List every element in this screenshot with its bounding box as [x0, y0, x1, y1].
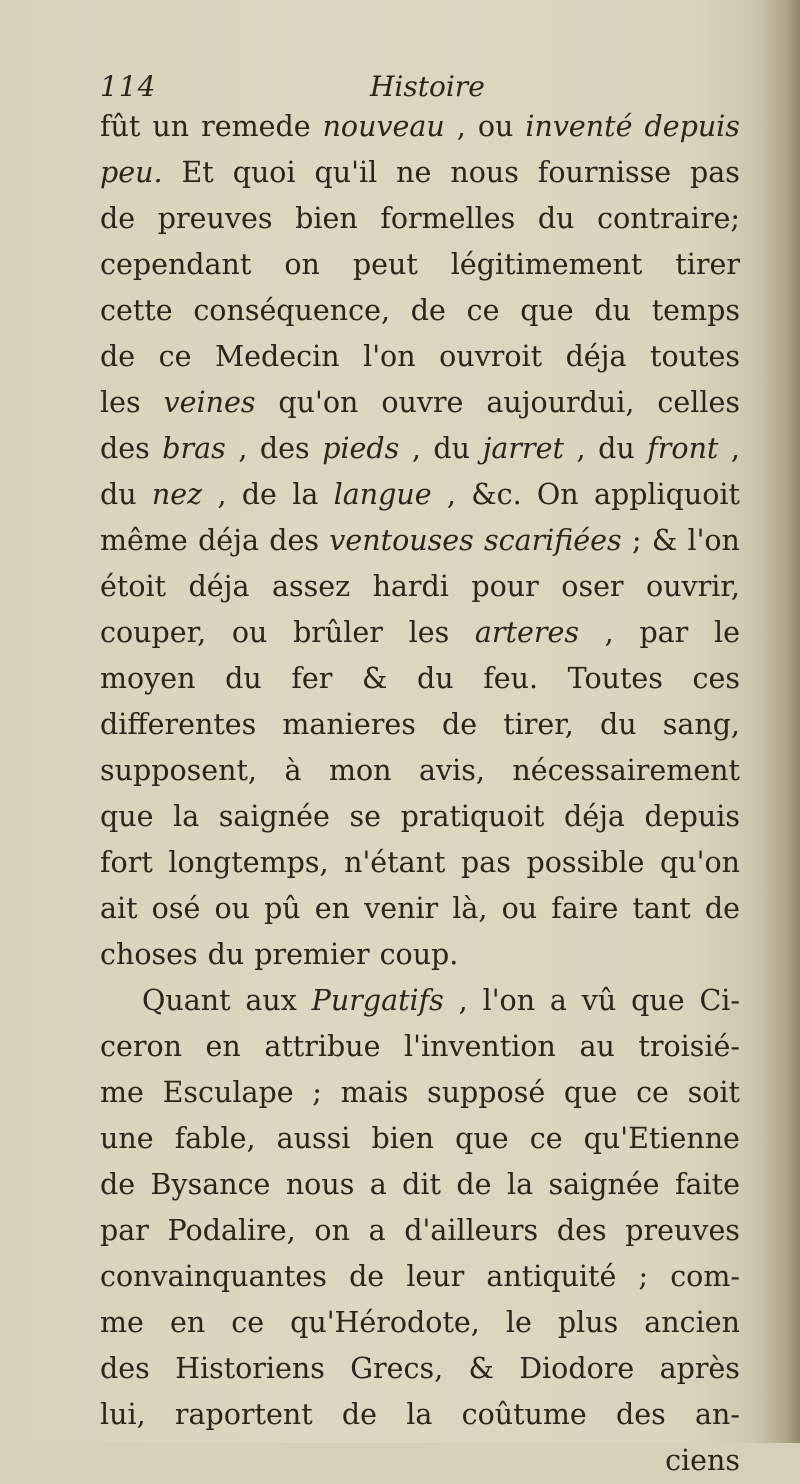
word: Et — [181, 156, 214, 189]
word: du — [594, 294, 631, 327]
word: pû — [264, 892, 301, 925]
text-line — [100, 150, 740, 196]
word: ou — [231, 616, 268, 649]
word: déja — [188, 570, 250, 603]
text-line — [100, 380, 740, 426]
italic-word: veines — [163, 386, 256, 419]
word: la — [506, 1168, 534, 1201]
word: couper, — [100, 616, 207, 649]
word: fable, — [174, 1122, 256, 1155]
word: brûler — [293, 616, 383, 649]
word: des — [616, 1398, 666, 1431]
word: en — [314, 892, 351, 925]
word: & — [468, 1352, 494, 1385]
word: un — [152, 110, 190, 143]
text-line — [100, 1300, 740, 1346]
word: du — [598, 432, 635, 465]
word: l'on — [687, 524, 740, 557]
word: ; — [631, 524, 642, 557]
text-line — [100, 104, 740, 150]
word: pas — [461, 846, 511, 879]
word: ciens — [665, 1444, 740, 1477]
word: aux — [245, 984, 297, 1017]
word: la — [173, 800, 200, 833]
word: Ci- — [699, 984, 740, 1017]
word: qu'Hérodote, — [290, 1306, 480, 1339]
word: qu'il — [314, 156, 378, 189]
word: Bysance — [150, 1168, 271, 1201]
word: ce — [466, 294, 500, 327]
text-line — [100, 242, 740, 288]
word: que — [563, 1076, 618, 1109]
italic-word: bras — [162, 432, 226, 465]
word: du — [537, 202, 575, 235]
word: par — [100, 1214, 149, 1247]
word: nous — [450, 156, 519, 189]
word: & — [651, 524, 678, 557]
word: dit — [402, 1168, 441, 1201]
word: fût — [100, 110, 141, 143]
italic-word: inventé — [525, 110, 633, 143]
text-line — [100, 1346, 740, 1392]
word: raportent — [174, 1398, 313, 1431]
word: , — [446, 478, 456, 511]
word: temps — [651, 294, 740, 327]
word: des — [269, 524, 320, 557]
word: oser — [561, 570, 624, 603]
word: avis, — [419, 754, 485, 787]
word: osé — [151, 892, 201, 925]
text-line — [100, 932, 740, 978]
italic-word: nez — [151, 478, 203, 511]
word: peut — [352, 248, 418, 281]
word: des — [100, 1352, 150, 1385]
word: differentes — [100, 708, 257, 741]
word: faite — [674, 1168, 740, 1201]
word: qu'on — [278, 386, 359, 419]
word: déja — [565, 340, 627, 373]
word: une — [100, 1122, 154, 1155]
word: on — [284, 248, 320, 281]
word: de — [410, 294, 446, 327]
word: ce — [158, 340, 192, 373]
text-line — [100, 1254, 740, 1300]
word: venir — [364, 892, 439, 925]
word: coûtume — [461, 1398, 587, 1431]
italic-word: depuis — [644, 110, 740, 143]
word: ouvrir, — [646, 570, 740, 603]
word: a — [369, 1168, 387, 1201]
word: com- — [670, 1260, 740, 1293]
text-line — [100, 1116, 740, 1162]
word: troisié- — [638, 1030, 740, 1063]
word: hardi — [372, 570, 449, 603]
word: tant — [632, 892, 691, 925]
text-line — [100, 334, 740, 380]
word: du — [416, 662, 454, 695]
word: ou — [214, 892, 250, 925]
word: an- — [695, 1398, 740, 1431]
word: nécessairement — [512, 754, 740, 787]
word: les — [408, 616, 450, 649]
word: depuis — [644, 800, 740, 833]
word: , — [411, 432, 421, 465]
text-line — [100, 1162, 740, 1208]
word: ; — [312, 1076, 322, 1109]
text-line — [100, 288, 740, 334]
text-line — [100, 978, 740, 1024]
word: , — [238, 432, 248, 465]
word: le — [714, 616, 740, 649]
italic-word: Purgatifs — [311, 984, 444, 1017]
word: là, — [452, 892, 488, 925]
word: du — [599, 708, 637, 741]
text-line — [100, 1208, 740, 1254]
word: après — [659, 1352, 740, 1385]
word: choses — [100, 938, 198, 971]
italic-word: ventouses — [329, 524, 474, 557]
running-title: Histoire — [370, 70, 485, 103]
text-line — [100, 1070, 740, 1116]
word: de — [100, 1168, 136, 1201]
word: remede — [201, 110, 311, 143]
word: mon — [328, 754, 392, 787]
page-gutter-shadow — [752, 0, 800, 1443]
word: mais — [340, 1076, 409, 1109]
word: de — [456, 1168, 492, 1201]
word: des — [100, 432, 150, 465]
word: Podalire, — [167, 1214, 296, 1247]
word: contraire; — [597, 202, 740, 235]
word: déja — [198, 524, 260, 557]
word: , — [604, 616, 614, 649]
text-line — [100, 840, 740, 886]
text-line — [100, 518, 740, 564]
word: convainquantes — [100, 1260, 327, 1293]
word: du — [225, 662, 262, 695]
word: en — [205, 1030, 241, 1063]
word: aussi — [276, 1122, 351, 1155]
word: du — [100, 478, 137, 511]
word: , — [217, 478, 227, 511]
word: plus — [557, 1306, 619, 1339]
text-line — [100, 1438, 740, 1484]
word: coup. — [379, 938, 459, 971]
word: fer — [291, 662, 333, 695]
word: que — [520, 294, 574, 327]
word: de — [341, 1398, 378, 1431]
word: ne — [396, 156, 432, 189]
word: la — [406, 1398, 433, 1431]
word: le — [505, 1306, 532, 1339]
word: quoi — [232, 156, 296, 189]
word: de — [349, 1260, 385, 1293]
word: a — [549, 984, 567, 1017]
word: ces — [692, 662, 740, 695]
word: ou — [501, 892, 538, 925]
word: Diodore — [519, 1352, 635, 1385]
word: qu'on — [660, 846, 740, 879]
word: preuves — [625, 1214, 740, 1247]
word: & — [362, 662, 388, 695]
word: toutes — [650, 340, 740, 373]
word: manieres — [282, 708, 416, 741]
word: Esculape — [162, 1076, 294, 1109]
word: ancien — [644, 1306, 740, 1339]
word: pas — [690, 156, 740, 189]
word: Toutes — [567, 662, 663, 695]
word: saignée — [218, 800, 330, 833]
word: leur — [406, 1260, 465, 1293]
text-line — [100, 656, 740, 702]
italic-word: peu. — [100, 156, 163, 189]
word: ceron — [100, 1030, 182, 1063]
italic-word: nouveau — [322, 110, 445, 143]
word: soit — [687, 1076, 740, 1109]
word: , — [456, 110, 466, 143]
word: , — [458, 984, 468, 1017]
word: nous — [285, 1168, 355, 1201]
word: étoit — [100, 570, 167, 603]
text-line — [100, 564, 740, 610]
italic-word: pieds — [322, 432, 400, 465]
word: par — [639, 616, 689, 649]
word: fournisse — [537, 156, 672, 189]
word: faire — [551, 892, 619, 925]
word: formelles — [380, 202, 516, 235]
word: l'invention — [404, 1030, 556, 1063]
word: du — [207, 938, 245, 971]
word: me — [100, 1306, 144, 1339]
word: du — [433, 432, 471, 465]
word: saignée — [548, 1168, 660, 1201]
word: , — [576, 432, 586, 465]
word: de — [441, 708, 478, 741]
text-line — [100, 426, 740, 472]
word: attribue — [264, 1030, 381, 1063]
body-text — [100, 104, 740, 1484]
word: assez — [271, 570, 351, 603]
word: appliquoit — [593, 478, 740, 511]
word: fort — [100, 846, 153, 879]
word: lui, — [100, 1398, 146, 1431]
word: l'on — [363, 340, 416, 373]
word: pour — [471, 570, 539, 603]
word: même — [100, 524, 188, 557]
word: la — [292, 478, 319, 511]
word: , — [730, 432, 740, 465]
word: ce — [636, 1076, 669, 1109]
italic-word: front — [647, 432, 719, 465]
word: que — [455, 1122, 509, 1155]
page-number: 114 — [100, 70, 157, 103]
word: ouvroit — [439, 340, 543, 373]
word: légitimement — [450, 248, 643, 281]
word: pratiquoit — [400, 800, 545, 833]
word: bien — [295, 202, 358, 235]
word: supposent, — [100, 754, 257, 787]
italic-word: langue — [333, 478, 432, 511]
word: ; — [638, 1260, 649, 1293]
word: les — [100, 386, 141, 419]
word: premier — [254, 938, 370, 971]
word: des — [556, 1214, 607, 1247]
word: possible — [526, 846, 645, 879]
text-line — [100, 1392, 740, 1438]
word: on — [314, 1214, 350, 1247]
word: preuves — [157, 202, 273, 235]
word: longtemps, — [168, 846, 329, 879]
word: Historiens — [175, 1352, 325, 1385]
word: de — [100, 340, 136, 373]
text-line — [100, 702, 740, 748]
word: bien — [371, 1122, 435, 1155]
word: cette — [100, 294, 173, 327]
word: Quant — [142, 984, 231, 1017]
italic-word: scarifiées — [483, 524, 622, 557]
word: que — [100, 800, 154, 833]
word: de — [241, 478, 277, 511]
word: l'on — [482, 984, 536, 1017]
italic-word: jarret — [482, 432, 564, 465]
text-line — [100, 610, 740, 656]
word: Medecin — [214, 340, 340, 373]
word: On — [536, 478, 579, 511]
word: de — [704, 892, 740, 925]
italic-word: arteres — [474, 616, 579, 649]
word: se — [349, 800, 381, 833]
text-line — [100, 748, 740, 794]
word: &c. — [471, 478, 522, 511]
word: aujourdui, — [486, 386, 635, 419]
text-line — [100, 794, 740, 840]
word: de — [100, 202, 136, 235]
word: antiquité — [486, 1260, 617, 1293]
word: ouvre — [381, 386, 464, 419]
text-line — [100, 196, 740, 242]
text-line — [100, 1024, 740, 1070]
word: d'ailleurs — [404, 1214, 539, 1247]
word: tirer — [675, 248, 740, 281]
word: a — [368, 1214, 386, 1247]
word: vû — [581, 984, 617, 1017]
word: déja — [563, 800, 625, 833]
word: conséquence, — [193, 294, 391, 327]
word: feu. — [483, 662, 539, 695]
word: qu'Etienne — [583, 1122, 740, 1155]
word: me — [100, 1076, 144, 1109]
word: ce — [231, 1306, 265, 1339]
text-line — [100, 886, 740, 932]
word: n'étant — [344, 846, 446, 879]
word: sang, — [662, 708, 740, 741]
word: moyen — [100, 662, 196, 695]
word: des — [259, 432, 310, 465]
word: celles — [657, 386, 740, 419]
word: à — [284, 754, 302, 787]
word: supposé — [427, 1076, 546, 1109]
word: ait — [100, 892, 138, 925]
word: au — [579, 1030, 615, 1063]
word: tirer, — [503, 708, 574, 741]
word: Grecs, — [350, 1352, 444, 1385]
word: cependant — [100, 248, 252, 281]
word: ou — [477, 110, 514, 143]
word: en — [169, 1306, 206, 1339]
word: ce — [529, 1122, 563, 1155]
word: que — [631, 984, 685, 1017]
text-line — [100, 472, 740, 518]
